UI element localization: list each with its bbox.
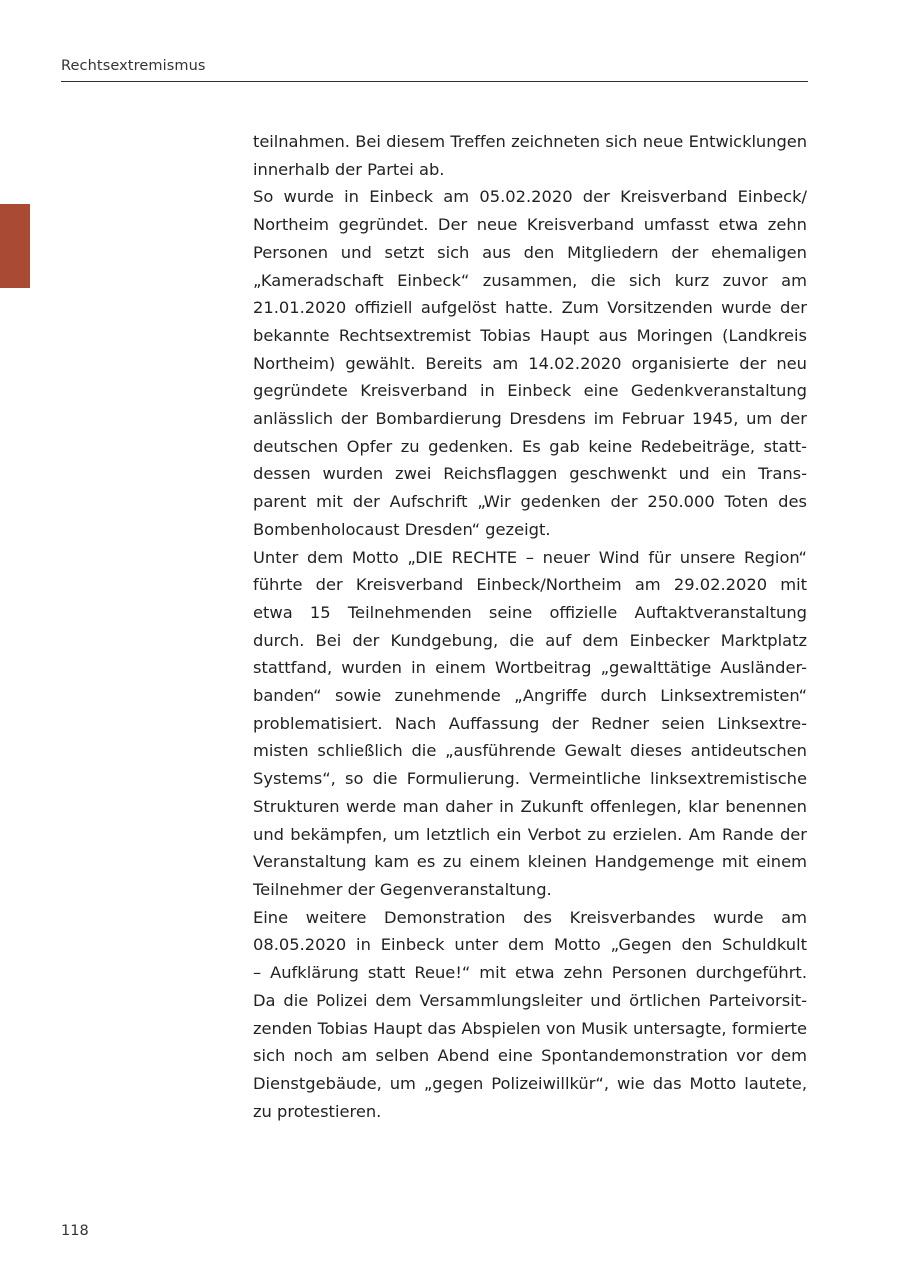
- body-line: zenden Tobias Haupt das Abspielen von Musik untersagte, formierte: [253, 1018, 807, 1038]
- body-line: Unter dem Motto „DIE RECHTE – neuer Wind für unsere Region“: [253, 547, 807, 567]
- header-rule: [61, 81, 808, 82]
- body-line: 21.01.2020 offiziell aufgelöst hatte. Zum Vorsitzenden wurde der: [253, 298, 807, 318]
- body-line: Teilnehmer der Gegenveranstaltung.: [253, 879, 552, 899]
- body-line: Personen und setzt sich aus den Mitgliedern der ehemaligen: [253, 242, 807, 262]
- body-line: So wurde in Einbeck am 05.02.2020 der Kreisverband Einbeck/: [253, 187, 807, 207]
- body-line: Systems“, so die Formulierung. Vermeintliche linksextremistische: [253, 769, 807, 789]
- body-line: sich noch am selben Abend eine Spontandemonstration vor dem: [253, 1046, 807, 1066]
- body-line: etwa 15 Teilnehmenden seine offizielle Auftaktveranstaltung: [253, 602, 807, 622]
- body-line: Northeim) gewählt. Bereits am 14.02.2020 organisierte der neu: [253, 353, 807, 373]
- body-line: deutschen Opfer zu gedenken. Es gab keine Redebeiträge, statt-: [253, 436, 807, 456]
- body-line: banden“ sowie zunehmende „Angriffe durch Linksextremisten“: [253, 686, 807, 706]
- body-line: und bekämpfen, um letztlich ein Verbot zu erzielen. Am Rande der: [253, 824, 807, 844]
- body-line: anlässlich der Bombardierung Dresdens im Februar 1945, um der: [253, 409, 807, 429]
- body-line: innerhalb der Partei ab.: [253, 159, 445, 179]
- body-line: durch. Bei der Kundgebung, die auf dem Einbecker Marktplatz: [253, 630, 807, 650]
- running-header: Rechtsextremismus: [61, 58, 206, 74]
- body-line: parent mit der Aufschrift „Wir gedenken der 250.000 Toten des: [253, 492, 807, 512]
- body-line: Northeim gegründet. Der neue Kreisverband umfasst etwa zehn: [253, 215, 807, 235]
- body-line: zu protestieren.: [253, 1101, 382, 1121]
- body-line: führte der Kreisverband Einbeck/Northeim am 29.02.2020 mit: [253, 575, 807, 595]
- body-line: dessen wurden zwei Reichsflaggen geschwenkt und ein Trans-: [253, 464, 807, 484]
- body-line: stattfand, wurden in einem Wortbeitrag „gewalttätige Ausländer-: [253, 658, 807, 678]
- body-line: Dienstgebäude, um „gegen Polizeiwillkür“, wie das Motto lautete,: [253, 1073, 807, 1093]
- body-line: teilnahmen. Bei diesem Treffen zeichneten sich neue Entwicklungen: [253, 132, 807, 151]
- chapter-tab-marker: [0, 204, 30, 288]
- body-line: Veranstaltung kam es zu einem kleinen Handgemenge mit einem: [253, 852, 807, 872]
- body-line: problematisiert. Nach Auffassung der Redner seien Linksextre-: [253, 713, 807, 733]
- body-line: Eine weitere Demonstration des Kreisverbandes wurde am: [253, 907, 807, 927]
- body-text: [253, 128, 807, 1125]
- body-line: „Kameradschaft Einbeck“ zusammen, die sich kurz zuvor am: [253, 270, 807, 290]
- body-line: misten schließlich die „ausführende Gewalt dieses antideutschen: [253, 741, 807, 761]
- body-line: gegründete Kreisverband in Einbeck eine Gedenkveranstaltung: [253, 381, 807, 401]
- body-line: 08.05.2020 in Einbeck unter dem Motto „Gegen den Schuldkult: [253, 935, 807, 955]
- body-line: bekannte Rechtsextremist Tobias Haupt aus Moringen (Landkreis: [253, 325, 807, 345]
- body-line: – Aufklärung statt Reue!“ mit etwa zehn Personen durchgeführt.: [253, 963, 807, 983]
- page-number: 118: [61, 1223, 89, 1239]
- body-line: Da die Polizei dem Versammlungsleiter und örtlichen Parteivorsit-: [253, 990, 807, 1010]
- body-line: Bombenholocaust Dresden“ gezeigt.: [253, 519, 551, 539]
- body-line: Strukturen werde man daher in Zukunft offenlegen, klar benennen: [253, 796, 807, 816]
